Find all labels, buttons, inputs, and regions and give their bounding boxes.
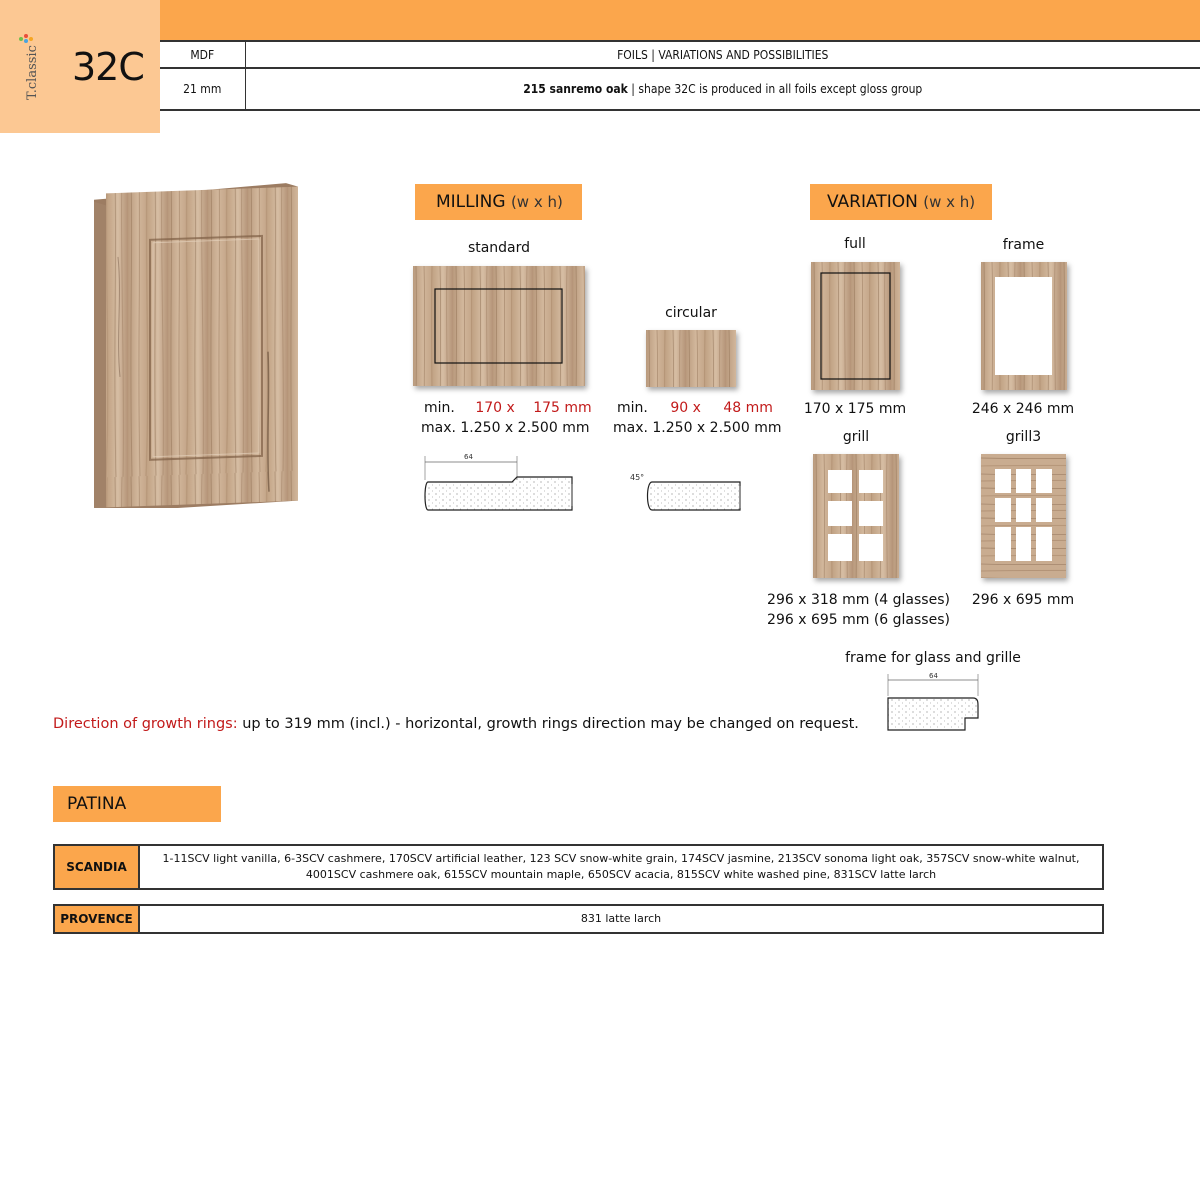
foil-name: 215 sanremo oak [523, 82, 628, 96]
brand-dot [29, 37, 33, 41]
variation-unit: (w x h) [923, 193, 976, 211]
frame-variation-swatch [981, 262, 1067, 390]
glass-frame-profile-drawing [883, 668, 983, 736]
foil-note: | shape 32C is produced in all foils except gloss group [627, 82, 923, 96]
growth-rings-note [53, 716, 859, 732]
circular-min-w: 90 x [670, 400, 701, 416]
standard-min-label: min. [424, 400, 455, 416]
standard-min-w: 170 x [475, 400, 515, 416]
thickness-value: 21 mm [160, 68, 245, 110]
circular-min-label: min. [617, 400, 648, 416]
milling-heading [415, 184, 582, 220]
variation-heading [810, 184, 992, 220]
circular-label: circular [665, 305, 717, 321]
milling-unit: (w x h) [510, 193, 563, 211]
circular-profile-angle: 45° [630, 473, 645, 482]
header-side-tab [0, 0, 160, 133]
full-size: 170 x 175 mm [803, 401, 907, 417]
standard-min-h: 175 mm [533, 400, 592, 416]
grill3-variation-swatch [981, 454, 1066, 578]
patina-value: 831 latte larch [580, 912, 662, 925]
grill-label: grill [842, 429, 870, 445]
spec-table [160, 40, 1200, 111]
standard-profile-dim: 64 [464, 453, 473, 461]
patina-key: PROVENCE [55, 906, 140, 932]
variation-title: VARIATION [827, 192, 918, 212]
circular-milling-swatch [646, 330, 736, 387]
full-variation-swatch [811, 262, 900, 390]
patina-key: SCANDIA [55, 846, 140, 888]
milling-title: MILLING [436, 192, 506, 212]
full-label: full [844, 236, 866, 252]
patina-value: 1-11SCV light vanilla, 6-3SCV cashmere, 170SCV artificial leather, 123 SCV snow-white grain, 174SCV jasmine, 213SCV sonoma light oak, 357SCV snow-white walnut, 4001SCV cashmere oak, 615SCV mountain maple, 650SCV acacia, 815SCV white washed pine, 831SCV latte larch [162, 852, 1080, 881]
foils-header: FOILS | VARIATIONS AND POSSIBILITIES [245, 41, 1200, 68]
circular-min [617, 400, 773, 416]
grill-size-2: 296 x 695 mm (6 glasses) [767, 612, 950, 628]
grill3-label: grill3 [1005, 429, 1042, 445]
glass-frame-profile-dim: 64 [929, 672, 938, 680]
door-photo [88, 178, 310, 508]
patina-row-provence [53, 904, 1104, 934]
standard-profile-drawing [420, 450, 580, 515]
brand-dot [24, 34, 28, 38]
standard-label: standard [467, 240, 531, 256]
grill3-size: 296 x 695 mm [971, 592, 1075, 608]
frame-size: 246 x 246 mm [971, 401, 1075, 417]
brand-name: T.classic [25, 45, 40, 100]
header-band [160, 0, 1200, 40]
growth-text: up to 319 mm (incl.) - horizontal, growth rings direction may be changed on request. [237, 716, 859, 732]
standard-milling-swatch [413, 266, 585, 386]
circular-max: max. 1.250 x 2.500 mm [613, 420, 782, 436]
patina-heading: PATINA [53, 786, 221, 822]
model-code: 32C [72, 45, 144, 89]
material-label: MDF [160, 41, 245, 68]
glass-frame-label: frame for glass and grille [845, 650, 1021, 666]
standard-max: max. 1.250 x 2.500 mm [421, 420, 590, 436]
circular-profile-drawing [628, 468, 748, 518]
frame-label: frame [1002, 237, 1045, 253]
patina-row-scandia [53, 844, 1104, 890]
brand-dot [19, 37, 23, 41]
foil-description [245, 68, 1200, 110]
grill-variation-swatch [813, 454, 899, 578]
standard-min [424, 400, 592, 416]
brand-dot [24, 39, 28, 43]
circular-min-h: 48 mm [723, 400, 773, 416]
grill-size-1: 296 x 318 mm (4 glasses) [767, 592, 950, 608]
growth-label: Direction of growth rings: [53, 716, 238, 732]
